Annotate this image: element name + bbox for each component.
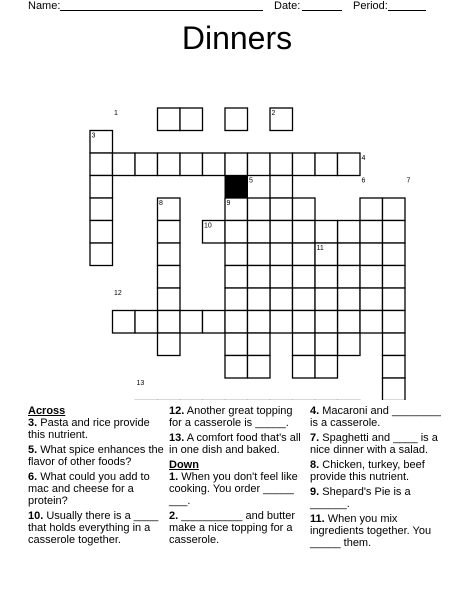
- clue-number-label: 7: [406, 177, 411, 185]
- crossword-cell[interactable]: [158, 243, 181, 266]
- crossword-cell[interactable]: [158, 333, 181, 356]
- crossword-cell[interactable]: [293, 288, 316, 311]
- clue-column-2: [169, 405, 305, 549]
- clue-text: __________ and butter make a nice topping for a casserole.: [169, 510, 296, 546]
- crossword-cell[interactable]: [383, 243, 406, 266]
- crossword-cell[interactable]: [158, 311, 181, 334]
- crossword-cell[interactable]: [315, 153, 338, 176]
- crossword-cell[interactable]: [360, 311, 383, 334]
- crossword-cell[interactable]: [315, 266, 338, 289]
- crossword-cell[interactable]: [248, 221, 271, 244]
- clue-item: [28, 471, 164, 507]
- down-clue-list: [169, 471, 305, 546]
- clue-number: 12.: [169, 405, 185, 417]
- crossword-cell[interactable]: [360, 243, 383, 266]
- clue-number-label: 12: [114, 290, 122, 297]
- clue-text: Macaroni and ________ is a casserole.: [310, 405, 441, 429]
- crossword-cell[interactable]: [315, 311, 338, 334]
- crossword-cell[interactable]: [248, 288, 271, 311]
- clue-number: 8.: [310, 459, 320, 471]
- clue-number: 13.: [169, 432, 185, 444]
- crossword-cell[interactable]: [270, 153, 293, 176]
- crossword-cell[interactable]: [135, 311, 158, 334]
- crossword-cell[interactable]: [293, 221, 316, 244]
- crossword-cell[interactable]: [293, 243, 316, 266]
- clue-item: [310, 432, 446, 456]
- crossword-cell[interactable]: [248, 243, 271, 266]
- crossword-cell[interactable]: [293, 266, 316, 289]
- crossword-cell[interactable]: [270, 198, 293, 221]
- clue-text: What spice enhances the flavor of other foods?: [28, 444, 164, 468]
- period-label: Period:: [353, 0, 388, 12]
- crossword-cell[interactable]: [158, 108, 181, 131]
- crossword-cell[interactable]: [270, 243, 293, 266]
- clue-text: What could you add to mac and cheese for a protein?: [28, 471, 150, 507]
- crossword-cell[interactable]: [180, 108, 203, 131]
- crossword-cell[interactable]: [338, 243, 361, 266]
- clue-number: 1.: [169, 471, 179, 483]
- crossword-cell[interactable]: [225, 266, 248, 289]
- clue-number: 4.: [310, 405, 320, 417]
- clue-number-label: 5: [249, 177, 253, 185]
- clue-number: 7.: [310, 432, 320, 444]
- clue-item: [310, 486, 446, 510]
- crossword-cell[interactable]: [113, 153, 136, 176]
- crossword-cell[interactable]: [293, 311, 316, 334]
- crossword-cell[interactable]: [270, 288, 293, 311]
- clue-text: Chicken, turkey, beef provide this nutrient.: [310, 459, 425, 483]
- crossword-cell[interactable]: [248, 153, 271, 176]
- crossword-cell[interactable]: [270, 311, 293, 334]
- crossword-cell[interactable]: [90, 176, 113, 199]
- crossword-cell[interactable]: [225, 243, 248, 266]
- crossword-cell[interactable]: [338, 288, 361, 311]
- crossword-cell[interactable]: [293, 333, 316, 356]
- clue-text: When you don't feel like cooking. You order _____ ___.: [169, 471, 298, 507]
- crossword-cell[interactable]: [270, 221, 293, 244]
- clue-item: [310, 459, 446, 483]
- crossword-cell[interactable]: [293, 153, 316, 176]
- clue-text: Usually there is a ____ that holds everything in a casserole together.: [28, 510, 159, 546]
- crossword-cell[interactable]: [360, 221, 383, 244]
- crossword-cell[interactable]: [383, 198, 406, 221]
- crossword-cell[interactable]: [360, 198, 383, 221]
- crossword-cell[interactable]: [270, 176, 293, 199]
- clue-number-label: 1: [114, 110, 118, 117]
- crossword-cell[interactable]: [113, 311, 136, 334]
- clue-number: 5.: [28, 444, 38, 456]
- crossword-cell[interactable]: [225, 333, 248, 356]
- crossword-cell[interactable]: [338, 311, 361, 334]
- crossword-cell[interactable]: [158, 221, 181, 244]
- crossword-cell[interactable]: [383, 221, 406, 244]
- crossword-cell[interactable]: [338, 333, 361, 356]
- clue-item: [28, 417, 164, 441]
- crossword-cell[interactable]: [248, 356, 271, 379]
- clue-item: [310, 513, 446, 549]
- clue-item: [169, 405, 305, 429]
- crossword-cell[interactable]: [225, 356, 248, 379]
- crossword-cell[interactable]: [338, 221, 361, 244]
- crossword-cell[interactable]: [315, 333, 338, 356]
- crossword-cell[interactable]: [225, 108, 248, 131]
- clue-number-label: 10: [204, 222, 212, 230]
- crossword-cell[interactable]: [315, 356, 338, 379]
- crossword-cell[interactable]: [90, 221, 113, 244]
- crossword-cell[interactable]: [225, 153, 248, 176]
- crossword-cell[interactable]: [338, 266, 361, 289]
- crossword-cell[interactable]: [248, 266, 271, 289]
- clue-item: [28, 444, 164, 468]
- crossword-cell[interactable]: [315, 221, 338, 244]
- clue-number: 9.: [310, 486, 320, 498]
- clue-number-label: 9: [226, 200, 231, 207]
- page-title: Dinners: [181, 20, 293, 56]
- across-heading: Across: [28, 405, 66, 417]
- crossword-cell[interactable]: [135, 153, 158, 176]
- clue-number: 10.: [28, 510, 44, 522]
- crossword-cell[interactable]: [270, 266, 293, 289]
- clue-item: [169, 471, 305, 507]
- blocked-cell: [225, 176, 248, 199]
- clue-number-label: 11: [316, 245, 324, 252]
- crossword-cell[interactable]: [158, 153, 181, 176]
- clue-number-label: 8: [159, 200, 163, 207]
- crossword-cell[interactable]: [360, 288, 383, 311]
- down-heading: Down: [169, 459, 199, 471]
- crossword-cell[interactable]: [180, 311, 203, 334]
- crossword-cell[interactable]: [383, 311, 406, 334]
- clue-item: [28, 510, 164, 546]
- clue-text: A comfort food that's all in one dish and baked.: [169, 432, 301, 456]
- crossword-cell[interactable]: [315, 288, 338, 311]
- crossword-cell[interactable]: [383, 266, 406, 289]
- crossword-cell[interactable]: [203, 311, 226, 334]
- clue-number: 11.: [310, 513, 325, 525]
- crossword-cell[interactable]: [383, 356, 406, 379]
- crossword-cell[interactable]: [225, 288, 248, 311]
- date-label: Date:: [274, 0, 301, 12]
- crossword-cell[interactable]: [248, 333, 271, 356]
- clue-text: Another great topping for a casserole is _____.: [169, 405, 293, 429]
- crossword-cell[interactable]: [225, 311, 248, 334]
- crossword-cell[interactable]: [293, 198, 316, 221]
- crossword-cell[interactable]: [90, 243, 113, 266]
- crossword-cell[interactable]: [383, 333, 406, 356]
- crossword-cell[interactable]: [90, 153, 113, 176]
- crossword-cell[interactable]: [180, 153, 203, 176]
- clue-number: 6.: [28, 471, 38, 483]
- clue-column-3: [310, 405, 446, 552]
- crossword-cell[interactable]: [383, 288, 406, 311]
- clue-number: 3.: [28, 417, 38, 429]
- clue-text: When you mix ingredients together. You _____ them.: [310, 513, 432, 549]
- crossword-cell[interactable]: [338, 153, 361, 176]
- crossword-cell[interactable]: [90, 198, 113, 221]
- clue-item: [169, 510, 305, 546]
- crossword-cell[interactable]: [248, 311, 271, 334]
- clue-number: 2.: [169, 510, 179, 522]
- clue-number-label: 3: [91, 132, 96, 140]
- crossword-cell[interactable]: [383, 378, 406, 400]
- clue-item: [310, 405, 446, 429]
- clue-text: Shepard's Pie is a ______.: [310, 486, 411, 510]
- crossword-cell[interactable]: [203, 153, 226, 176]
- crossword-cell[interactable]: [158, 288, 181, 311]
- clue-number-label: 13: [136, 380, 145, 387]
- clue-number-label: 6: [361, 177, 366, 185]
- crossword-cell[interactable]: [158, 266, 181, 289]
- across-clue-list-continued: [169, 405, 305, 456]
- clue-number-label: 4: [361, 155, 366, 162]
- clue-column-1: [28, 405, 164, 549]
- crossword-cell[interactable]: [360, 266, 383, 289]
- name-label: Name:: [28, 0, 61, 12]
- down-clue-list-continued: [310, 405, 446, 549]
- clue-text: Pasta and rice provide this nutrient.: [28, 417, 150, 441]
- clue-text: Spaghetti and ____ is a nice dinner with a salad.: [310, 432, 438, 456]
- clue-number-label: 2: [271, 110, 276, 117]
- crossword-cell[interactable]: [225, 221, 248, 244]
- crossword-cell[interactable]: [248, 198, 271, 221]
- across-clue-list: [28, 417, 164, 546]
- crossword-cell[interactable]: [293, 356, 316, 379]
- clue-item: [169, 432, 305, 456]
